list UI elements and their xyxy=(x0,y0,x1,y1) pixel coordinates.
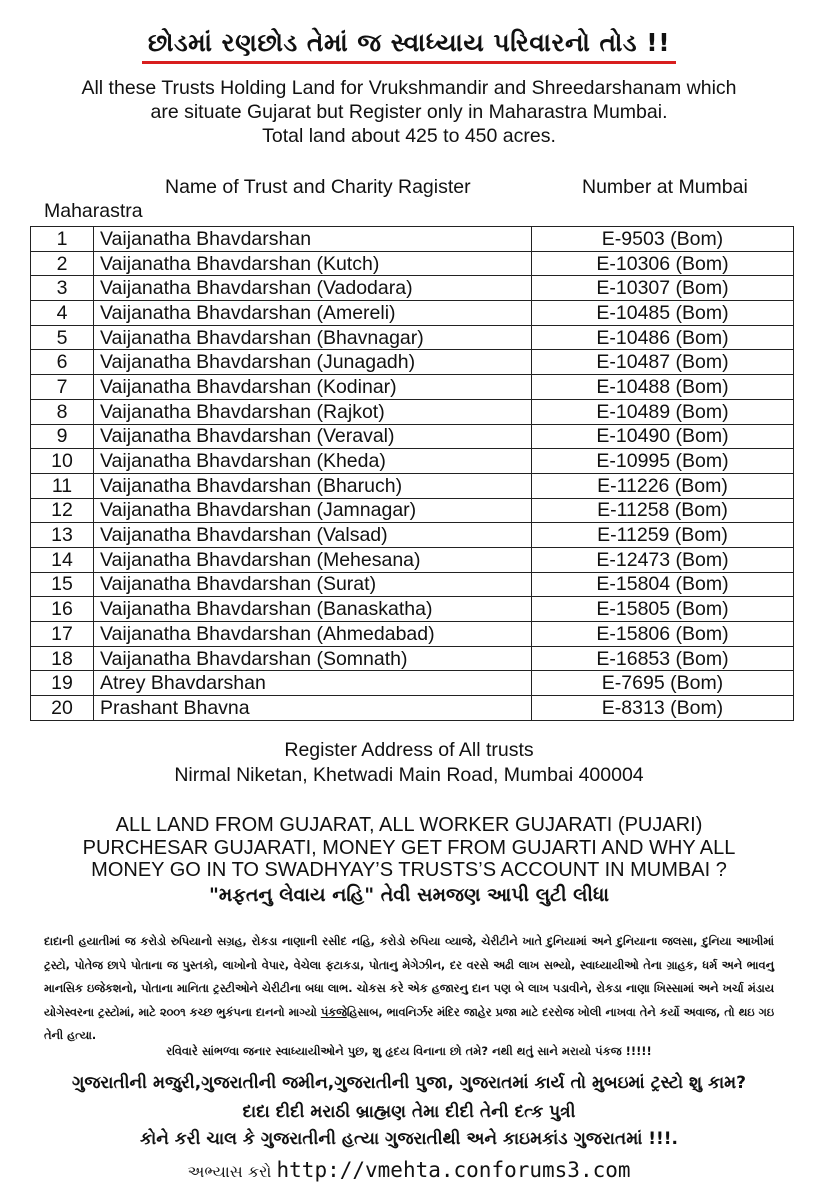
trust-name: Vaijanatha Bhavdarshan (Rajkot) xyxy=(94,399,532,424)
table-row xyxy=(31,523,794,548)
trust-number: 18 xyxy=(31,646,94,671)
footer-label: અભ્યાસ કરો xyxy=(187,1162,272,1181)
table-header-name: Name of Trust and Charity Ragister xyxy=(165,176,471,198)
big-line: કોને કરી ચાલ કે ગુજરાતીની હત્યા ગુજરાતીથી અને કાઇમકાંડ ગુજરાતમાં !!!. xyxy=(139,1129,679,1149)
trust-number: 15 xyxy=(31,572,94,597)
trust-registration: E-10487 (Bom) xyxy=(532,350,794,375)
trust-registration: E-8313 (Bom) xyxy=(532,696,794,721)
big-line: ગુજરાતીની મજુરી,ગુજરાતીની જમીન,ગુજરાતીની પુજા, ગુજરાતમાં કાર્ય તો મુબઇમાં ટ્રસ્ટો શુ કામ? xyxy=(71,1073,747,1093)
table-row xyxy=(31,622,794,647)
trust-number: 9 xyxy=(31,424,94,449)
trust-name: Atrey Bhavdarshan xyxy=(94,671,532,696)
trust-name: Vaijanatha Bhavdarshan (Bhavnagar) xyxy=(94,325,532,350)
trust-number: 1 xyxy=(31,227,94,252)
title-block xyxy=(0,28,818,64)
table-row xyxy=(31,350,794,375)
trust-registration: E-11259 (Bom) xyxy=(532,523,794,548)
table-row xyxy=(31,646,794,671)
trust-name: Vaijanatha Bhavdarshan (Amereli) xyxy=(94,301,532,326)
page-title: છોડમાં રણછોડ તેમાં જ સ્વાધ્યાય પરિવારનો તોડ !! xyxy=(142,28,676,64)
trust-registration: E-12473 (Bom) xyxy=(532,547,794,572)
trust-registration: E-15804 (Bom) xyxy=(532,572,794,597)
trust-number: 2 xyxy=(31,251,94,276)
table-row xyxy=(31,276,794,301)
trust-registration: E-11226 (Bom) xyxy=(532,473,794,498)
table-row xyxy=(31,597,794,622)
trust-name: Vaijanatha Bhavdarshan (Mehesana) xyxy=(94,547,532,572)
table-row xyxy=(31,399,794,424)
trust-registration: E-9503 (Bom) xyxy=(532,227,794,252)
paragraph-text: દાદાની હયાતીમાં જ કરોડો રુપિયાનો સગ્રહ, રોકડા નાણાની રસીદ નહિ, કરોડો રુપિયા વ્યાજે, ચેરીટીને ખાતે દુનિયામાં અને દુનિયાના જલસા, દુનિયા આખીમાં ટ્રસ્ટો, પોતેજ છાપે પોતાના જ પુસ્તકો, લાખોનો વેપાર, વેચેલા ફટાકડા, પોતાનુ મેગેઝીન, દર વરસે અઢી લાખ સભ્યો, સ્વાધ્યાયીઓ તેના ગ્રાહક, ધર્મ અને ભાવનુ માનસિક ઇજેકશનો, પોતાના માનિતા ટ્રસ્ટીઓને ચેરીટીના બધા લાભ. ચોકસ કરે એક હજારનુ દાન પણ બે લાખ પડાવીને, રોકડા નાણા ખિસ્સામાં અને ખર્ચા મંડાય યોગેસ્વરના ટ્રસ્ટોમાં, માટે ૨૦૦૧ કચ્છ ભુકંપના દાનનો માગ્યો xyxy=(44,935,774,1019)
trust-name: Vaijanatha Bhavdarshan (Ahmedabad) xyxy=(94,622,532,647)
trust-registration: E-16853 (Bom) xyxy=(532,646,794,671)
trust-registration: E-10306 (Bom) xyxy=(532,251,794,276)
trust-registration: E-7695 (Bom) xyxy=(532,671,794,696)
footer xyxy=(0,1158,818,1182)
trust-number: 20 xyxy=(31,696,94,721)
trust-name: Prashant Bhavna xyxy=(94,696,532,721)
gujarati-paragraph xyxy=(44,930,774,1048)
caps-line: ALL LAND FROM GUJARAT, ALL WORKER GUJARATI (PUJARI) xyxy=(115,814,703,836)
trust-registration: E-11258 (Bom) xyxy=(532,498,794,523)
caps-line: PURCHESAR GUJARATI, MONEY GET FROM GUJARTI AND WHY ALL xyxy=(82,836,736,859)
trust-name: Vaijanatha Bhavdarshan (Kodinar) xyxy=(94,375,532,400)
trust-registration: E-10307 (Bom) xyxy=(532,276,794,301)
trust-number: 6 xyxy=(31,350,94,375)
footer-url[interactable]: http://vmehta.conforums3.com xyxy=(276,1158,631,1182)
trust-registration: E-15806 (Bom) xyxy=(532,622,794,647)
paragraph-underlined: પંકજે xyxy=(320,1005,347,1019)
intro-line: Total land about 425 to 450 acres. xyxy=(262,125,556,147)
trust-registration: E-15805 (Bom) xyxy=(532,597,794,622)
intro-line: are situate Gujarat but Register only in Maharastra Mumbai. xyxy=(150,101,668,123)
big-line: દાદા દીદી મરાઠી બ્રાહ્મણ તેમા દીદી તેની દત્ક પુત્રી xyxy=(242,1102,576,1122)
trust-name: Vaijanatha Bhavdarshan (Junagadh) xyxy=(94,350,532,375)
table-header-state: Maharastra xyxy=(44,200,143,222)
table-row xyxy=(31,325,794,350)
table-row xyxy=(31,301,794,326)
trust-name: Vaijanatha Bhavdarshan (Veraval) xyxy=(94,424,532,449)
trust-name: Vaijanatha Bhavdarshan (Surat) xyxy=(94,572,532,597)
trust-name: Vaijanatha Bhavdarshan xyxy=(94,227,532,252)
table-row xyxy=(31,696,794,721)
address-block xyxy=(0,738,818,788)
table-row xyxy=(31,547,794,572)
table-row xyxy=(31,375,794,400)
trust-name: Vaijanatha Bhavdarshan (Banaskatha) xyxy=(94,597,532,622)
caps-statement xyxy=(40,814,778,882)
table-row xyxy=(31,449,794,474)
caps-line: MONEY GO IN TO SWADHYAY’S TRUSTS’S ACCOUNT IN MUMBAI ? xyxy=(91,859,727,881)
table-row xyxy=(31,498,794,523)
trust-number: 16 xyxy=(31,597,94,622)
trust-name: Vaijanatha Bhavdarshan (Kheda) xyxy=(94,449,532,474)
intro-line: All these Trusts Holding Land for Vrukshmandir and Shreedarshanam which xyxy=(81,77,737,99)
trust-name: Vaijanatha Bhavdarshan (Kutch) xyxy=(94,251,532,276)
trust-registration: E-10485 (Bom) xyxy=(532,301,794,326)
trust-number: 4 xyxy=(31,301,94,326)
trust-number: 19 xyxy=(31,671,94,696)
table-row xyxy=(31,671,794,696)
table-row xyxy=(31,227,794,252)
trust-registration: E-10489 (Bom) xyxy=(532,399,794,424)
address-line: Nirmal Niketan, Khetwadi Main Road, Mumbai 400004 xyxy=(174,764,644,786)
trust-number: 10 xyxy=(31,449,94,474)
trust-number: 17 xyxy=(31,622,94,647)
table-header-number: Number at Mumbai xyxy=(582,176,748,198)
address-heading: Register Address of All trusts xyxy=(284,739,534,761)
trust-name: Vaijanatha Bhavdarshan (Jamnagar) xyxy=(94,498,532,523)
trust-number: 13 xyxy=(31,523,94,548)
table-row xyxy=(31,424,794,449)
trust-number: 8 xyxy=(31,399,94,424)
trusts-table xyxy=(30,226,794,721)
trust-name: Vaijanatha Bhavdarshan (Valsad) xyxy=(94,523,532,548)
trust-registration: E-10486 (Bom) xyxy=(532,325,794,350)
question-line: રવિવારે સાંભળ્વા જનાર સ્વાધ્યાયીઓને પુછ, શુ હૃદય વિનાના છો તમે? નથી થતું સાને મરાયો પંકજ !!!!! xyxy=(166,1044,652,1058)
trust-number: 12 xyxy=(31,498,94,523)
trust-number: 5 xyxy=(31,325,94,350)
trust-name: Vaijanatha Bhavdarshan (Vadodara) xyxy=(94,276,532,301)
trust-number: 11 xyxy=(31,473,94,498)
trust-name: Vaijanatha Bhavdarshan (Somnath) xyxy=(94,646,532,671)
trust-name: Vaijanatha Bhavdarshan (Bharuch) xyxy=(94,473,532,498)
table-row xyxy=(31,572,794,597)
trust-registration: E-10488 (Bom) xyxy=(532,375,794,400)
trust-number: 3 xyxy=(31,276,94,301)
table-row xyxy=(31,251,794,276)
trust-registration: E-10995 (Bom) xyxy=(532,449,794,474)
trust-registration: E-10490 (Bom) xyxy=(532,424,794,449)
table-row xyxy=(31,473,794,498)
gujarati-quote: "મફતનુ લેવાય નહિ" તેવી સમજણ આપી લુટી લીધા xyxy=(208,884,610,906)
trust-number: 14 xyxy=(31,547,94,572)
intro-text xyxy=(0,76,818,148)
trust-number: 7 xyxy=(31,375,94,400)
paragraph-text-end: હિસાબ, ભાવનિર્ઝર મંદિર જાહેર પ્રજા માટે દરરોજ ખોલી નાખવા તેને કર્યો અવાજ, તો થઇ ગઇ તેની હત્યા. xyxy=(44,1005,774,1043)
